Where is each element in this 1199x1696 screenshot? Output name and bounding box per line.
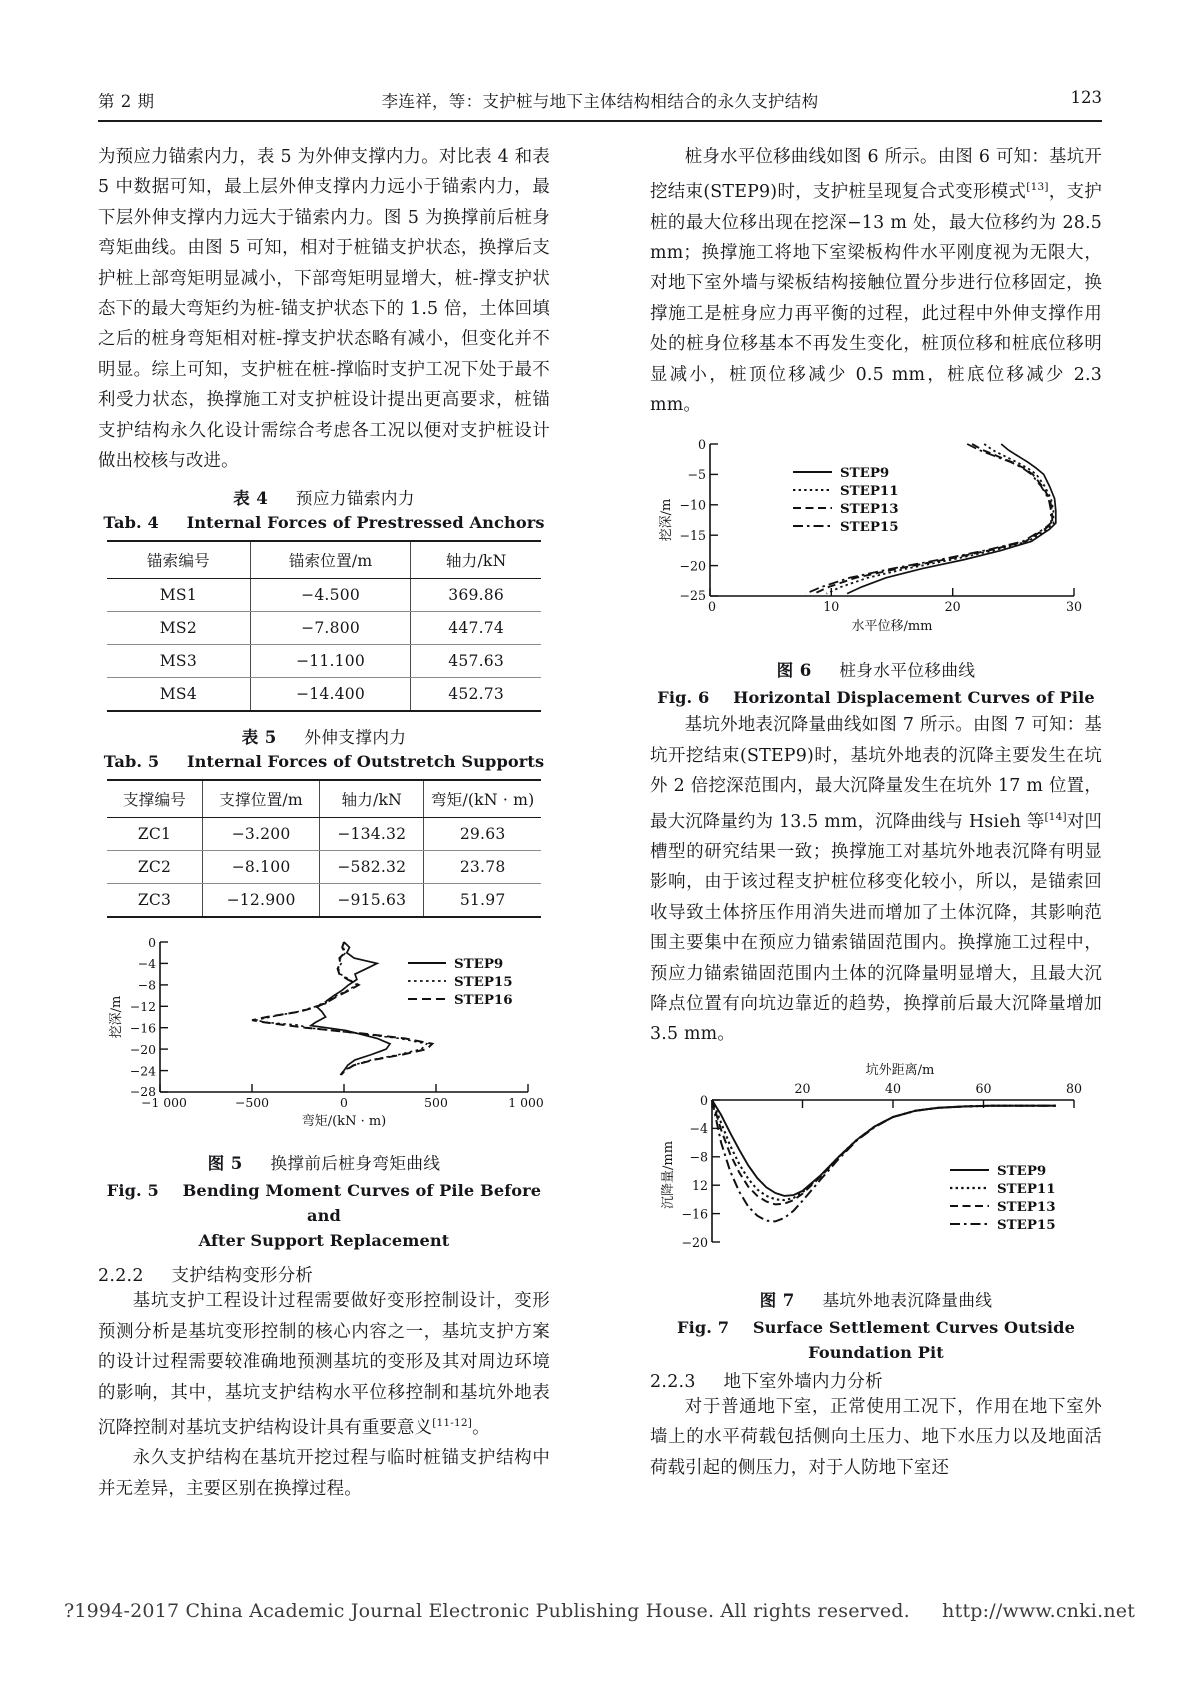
right-p1-part1: 桩身水平位移曲线如图 6 所示。由图 6 可知：基坑开挖结束(STEP9)时，支护桩呈现复合式变形模式 <box>650 147 1102 203</box>
svg-text:−12: −12 <box>129 999 156 1015</box>
svg-text:10: 10 <box>823 599 840 615</box>
table-5-label-cn: 表 5 <box>241 727 277 748</box>
table-5-r0c0: ZC1 <box>107 818 202 851</box>
fig7-y-ticklabels <box>681 1093 708 1250</box>
fig5-y-axis-label: 挖深/m <box>109 996 124 1039</box>
figure-5-title-en-l2: After Support Replacement <box>198 1231 450 1251</box>
table-4-r1c0: MS2 <box>107 612 250 645</box>
table-5-col-1: 支撑位置/m <box>202 780 319 818</box>
table-4-r2c2: 457.63 <box>411 645 541 678</box>
fig5-series-step15 <box>256 942 427 1075</box>
section-223-number: 2.2.3 <box>650 1371 696 1392</box>
svg-text:−15: −15 <box>679 528 706 544</box>
table-4-r2c1: −11.100 <box>250 645 411 678</box>
svg-text:−10: −10 <box>679 497 706 513</box>
table-5-title-en: Internal Forces of Outstretch Supports <box>186 752 545 772</box>
right-p1-ref: [13] <box>1026 181 1049 194</box>
table-4-label-cn: 表 4 <box>233 488 269 509</box>
figure-7-plot <box>650 1060 1102 1275</box>
svg-text:500: 500 <box>424 1095 448 1111</box>
table-row <box>107 851 541 884</box>
figure-6-caption-cn <box>650 657 1102 681</box>
figure-5-caption-en <box>98 1178 550 1253</box>
fig5-legend-label-2: STEP16 <box>454 992 513 1009</box>
figure-7-block <box>650 1060 1102 1365</box>
fig5-legend-label-1: STEP15 <box>454 974 513 991</box>
table-5-caption-cn <box>98 724 550 748</box>
fig6-legend-label-2: STEP13 <box>840 501 899 518</box>
fig7-legend <box>950 1163 1056 1233</box>
figure-5-label-en: Fig. 5 <box>106 1181 159 1201</box>
table-4-col-2: 轴力/kN <box>411 541 541 579</box>
page-number: 123 <box>1070 88 1102 107</box>
figure-7-label-en: Fig. 7 <box>677 1317 730 1337</box>
fig6-legend <box>793 465 899 535</box>
figure-6-label-en: Fig. 6 <box>657 688 710 708</box>
svg-text:0: 0 <box>148 935 156 951</box>
left-column <box>98 142 550 1504</box>
figure-7-label-cn: 图 7 <box>759 1289 795 1310</box>
fig6-y-ticklabels <box>679 437 706 603</box>
table-4-r1c1: −7.800 <box>250 612 411 645</box>
table-4-col-1: 锚索位置/m <box>250 541 411 579</box>
svg-text:−20: −20 <box>679 558 706 574</box>
table-5-r0c2: −134.32 <box>320 818 424 851</box>
fig5-x-axis-label: 弯矩/(kN · m) <box>301 1114 387 1130</box>
right-column <box>650 142 1102 1483</box>
table-4-r3c0: MS4 <box>107 678 250 712</box>
table-5 <box>107 779 541 918</box>
footer-url[interactable]: http://www.cnki.net <box>942 1600 1136 1622</box>
svg-text:0: 0 <box>340 1095 348 1111</box>
issue-number: 第 2 期 <box>98 92 155 111</box>
table-4-title-en: Internal Forces of Prestressed Anchors <box>186 513 545 533</box>
figure-7-title-en: Surface Settlement Curves Outside Foundation Pit <box>752 1317 1075 1362</box>
table-5-block <box>98 724 550 918</box>
figure-6-title-cn: 桩身水平位移曲线 <box>839 661 976 681</box>
table-5-r0c1: −3.200 <box>202 818 319 851</box>
fig7-y-axis-label: 沉降量/mm <box>661 1140 676 1209</box>
table-5-r1c0: ZC2 <box>107 851 202 884</box>
table-4-r1c2: 447.74 <box>411 612 541 645</box>
table-4 <box>107 540 541 712</box>
left-p2-part2: 。 <box>472 1417 490 1438</box>
figure-7-title-cn: 基坑外地表沉降量曲线 <box>822 1290 993 1310</box>
svg-text:−4: −4 <box>689 1120 708 1136</box>
left-paragraph-1: 为预应力锚索内力，表 5 为外伸支撑内力。对比表 4 和表 5 中数据可知，最上层外伸支撑内力远小于锚索内力，最下层外伸支撑内力远大于锚索内力。图 5 为换撑前后桩身弯矩曲线。由图 5 可知，相对于桩锚支护状态，换撑后支护桩上部弯矩明显减小，下部弯矩明显增大，桩-撑支护状态下的最大弯矩约为桩-锚支护状态下的 1.5 倍，土体回填之后的桩身弯矩相对桩-撑支护状态略有减小，但变化并不明显。综上可知，支护桩在桩-撑临时支护工况下处于最不利受力状态，换撑施工对支护桩设计提出更高要求，桩锚支护结构永久化设计需综合考虑各工况以便对支护桩设计做出校核与改进。 <box>98 147 550 472</box>
svg-text:−20: −20 <box>129 1042 156 1058</box>
svg-text:−8: −8 <box>137 977 156 993</box>
header-rule <box>98 120 1102 122</box>
right-p2-ref: [14] <box>1044 810 1067 823</box>
table-5-r0c3: 29.63 <box>424 818 541 851</box>
svg-text:−1 000: −1 000 <box>141 1095 187 1111</box>
table-5-r2c0: ZC3 <box>107 884 202 918</box>
figure-5-title-en-l1: Bending Moment Curves of Pile Before and <box>182 1181 542 1226</box>
section-222-title: 支护结构变形分析 <box>171 1266 314 1287</box>
table-4-r3c1: −14.400 <box>250 678 411 712</box>
table-5-r1c3: 23.78 <box>424 851 541 884</box>
right-p2-part2: 对凹槽型的研究结果一致；换撑施工对基坑外地表沉降有明显影响，由于该过程支护桩位移变化较小，所以，是锚索回收导致土体挤压作用消失进而增加了土体沉降，其影响范围主要集中在预应力锚索锚固范围内。换撑施工过程中，预应力锚索锚固范围内土体的沉降量明显增大，且最大沉降点位置有向坑边靠近的趋势，换撑前后最大沉降量增加 3.5 mm。 <box>650 811 1102 1045</box>
section-223-title: 地下室外墙内力分析 <box>723 1371 883 1392</box>
fig7-x-axis-label: 坑外距离/m <box>865 1062 935 1078</box>
table-row <box>107 612 541 645</box>
running-title: 李连祥，等：支护桩与地下主体结构相结合的永久支护结构 <box>381 92 819 111</box>
figure-7-caption-cn <box>650 1287 1102 1311</box>
table-5-r1c1: −8.100 <box>202 851 319 884</box>
table-row <box>107 645 541 678</box>
figure-7-caption-en <box>650 1315 1102 1365</box>
table-5-caption-en <box>98 752 550 771</box>
svg-text:−500: −500 <box>234 1095 270 1111</box>
table-4-r0c1: −4.500 <box>250 579 411 612</box>
fig5-legend <box>408 956 513 1008</box>
svg-text:40: 40 <box>884 1080 902 1096</box>
svg-text:−24: −24 <box>129 1063 156 1079</box>
running-head <box>98 88 1102 122</box>
figure-6-block <box>650 430 1102 710</box>
svg-text:20: 20 <box>944 599 961 615</box>
figure-5-label-cn: 图 5 <box>207 1153 243 1174</box>
left-paragraph-3: 永久支护结构在基坑开挖过程与临时桩锚支护结构中并无差异，主要区别在换撑过程。 <box>98 1448 550 1499</box>
section-heading-223 <box>650 1367 1102 1392</box>
svg-text:−20: −20 <box>681 1234 708 1250</box>
right-p2-part1: 基坑外地表沉降量曲线如图 7 所示。由图 7 可知：基坑开挖结束(STEP9)时，基坑外地表的沉降主要发生在坑外 2 倍挖深范围内，最大沉降量发生在坑外 17 m 位置，最大沉降量约为 13.5 mm，沉降曲线与 Hsieh 等 <box>650 715 1102 832</box>
table-row <box>107 579 541 612</box>
fig5-legend-label-0: STEP9 <box>454 956 504 973</box>
left-p2-ref: [11-12] <box>432 1417 473 1430</box>
table-5-r2c1: −12.900 <box>202 884 319 918</box>
svg-text:80: 80 <box>1065 1080 1083 1096</box>
fig5-y-ticklabels <box>130 935 156 1099</box>
left-p2-part1: 基坑支护工程设计过程需要做好变形控制设计，变形预测分析是基坑变形控制的核心内容之一，基坑支护方案的设计过程需要较准确地预测基坑的变形及其对周边环境的影响，其中，基坑支护结构水平位移控制和基坑外地表沉降控制对基坑支护结构设计具有重要意义 <box>98 1291 550 1438</box>
svg-text:−25: −25 <box>679 588 706 604</box>
svg-text:−16: −16 <box>129 1020 156 1036</box>
table-5-r1c2: −582.32 <box>320 851 424 884</box>
svg-text:12: 12 <box>691 1177 708 1193</box>
svg-text:20: 20 <box>794 1080 811 1096</box>
fig7-legend-label-1: STEP11 <box>997 1180 1056 1197</box>
footer <box>0 1600 1199 1622</box>
table-5-header-row <box>107 780 541 818</box>
svg-text:−28: −28 <box>129 1084 156 1100</box>
fig6-legend-label-3: STEP15 <box>840 519 899 536</box>
figure-5-plot <box>98 928 550 1138</box>
fig5-series-step9 <box>311 942 390 1075</box>
svg-text:0: 0 <box>697 437 706 453</box>
right-p1-part2: ，支护桩的最大位移出现在挖深−13 m 处，最大位移约为 28.5 mm；换撑施工将地下室梁板构件水平刚度视为无限大，对地下室外墙与梁板结构接触位置分步进行位移固定，换撑施工是桩身应力再平衡的过程，此过程中外伸支撑作用处的桩身位移基本不再发生变化，桩顶位移和桩底位移明显减小，桩顶位移减少 0.5 mm，桩底位移减少 2.3 mm。 <box>650 182 1102 416</box>
table-5-col-0: 支撑编号 <box>107 780 202 818</box>
table-5-r2c2: −915.63 <box>320 884 424 918</box>
table-4-r3c2: 452.73 <box>411 678 541 712</box>
fig7-legend-label-2: STEP13 <box>997 1198 1056 1215</box>
svg-text:0: 0 <box>699 1092 708 1108</box>
table-4-header-row <box>107 541 541 579</box>
figure-5-block <box>98 928 550 1253</box>
figure-6-plot <box>650 430 1102 645</box>
figure-6-label-cn: 图 6 <box>776 660 812 681</box>
footer-copyright: ?1994-2017 China Academic Journal Electronic Publishing House. All rights reserved. <box>63 1600 910 1622</box>
svg-text:−8: −8 <box>689 1149 708 1165</box>
table-5-col-3: 弯矩/(kN · m) <box>424 780 541 818</box>
fig7-x-ticklabels <box>794 1081 1082 1096</box>
section-222-number: 2.2.2 <box>98 1266 144 1287</box>
right-paragraph-1 <box>650 142 1102 420</box>
right-paragraph-2 <box>650 710 1102 1049</box>
fig7-legend-label-0: STEP9 <box>997 1162 1047 1179</box>
table-5-title-cn: 外伸支撑内力 <box>304 728 407 748</box>
table-4-label-en: Tab. 4 <box>103 513 159 533</box>
table-5-label-en: Tab. 5 <box>103 752 160 772</box>
table-row <box>107 818 541 851</box>
table-4-block <box>98 485 550 712</box>
figure-5-caption-cn <box>98 1150 550 1174</box>
svg-text:30: 30 <box>1065 599 1083 615</box>
table-4-r0c0: MS1 <box>107 579 250 612</box>
left-paragraph-2 <box>98 1286 550 1443</box>
fig6-x-ticklabels <box>708 599 1082 614</box>
table-5-r2c3: 51.97 <box>424 884 541 918</box>
table-row <box>107 678 541 712</box>
table-4-caption-en <box>98 513 550 532</box>
figure-6-title-en: Horizontal Displacement Curves of Pile <box>733 688 1095 708</box>
fig5-series-step16 <box>252 942 432 1075</box>
table-4-caption-cn <box>98 485 550 509</box>
figure-5-title-cn: 换撑前后桩身弯矩曲线 <box>270 1154 441 1174</box>
right-paragraph-3: 对于普通地下室，正常使用工况下，作用在地下室外墙上的水平荷载包括侧向土压力、地下水压力以及地面活荷载引起的侧压力，对于人防地下室还 <box>650 1396 1102 1478</box>
table-4-r0c2: 369.86 <box>411 579 541 612</box>
table-row <box>107 884 541 918</box>
svg-text:0: 0 <box>707 599 717 615</box>
svg-text:−5: −5 <box>687 467 706 483</box>
svg-text:1 000: 1 000 <box>508 1095 544 1111</box>
table-4-r2c0: MS3 <box>107 645 250 678</box>
svg-text:−16: −16 <box>681 1206 708 1222</box>
fig7-legend-label-3: STEP15 <box>997 1216 1056 1233</box>
figure-6-caption-en <box>650 685 1102 710</box>
fig6-legend-label-1: STEP11 <box>840 483 899 500</box>
svg-text:−4: −4 <box>137 956 156 972</box>
svg-text:60: 60 <box>975 1080 992 1096</box>
table-4-title-cn: 预应力锚索内力 <box>295 489 415 509</box>
fig6-legend-label-0: STEP9 <box>840 465 890 482</box>
fig6-x-axis-label: 水平位移/mm <box>851 619 933 635</box>
table-4-col-0: 锚索编号 <box>107 541 250 579</box>
fig5-x-ticklabels <box>141 1095 544 1110</box>
table-5-col-2: 轴力/kN <box>320 780 424 818</box>
fig6-y-axis-label: 挖深/m <box>659 499 674 542</box>
section-heading-222 <box>98 1261 550 1286</box>
